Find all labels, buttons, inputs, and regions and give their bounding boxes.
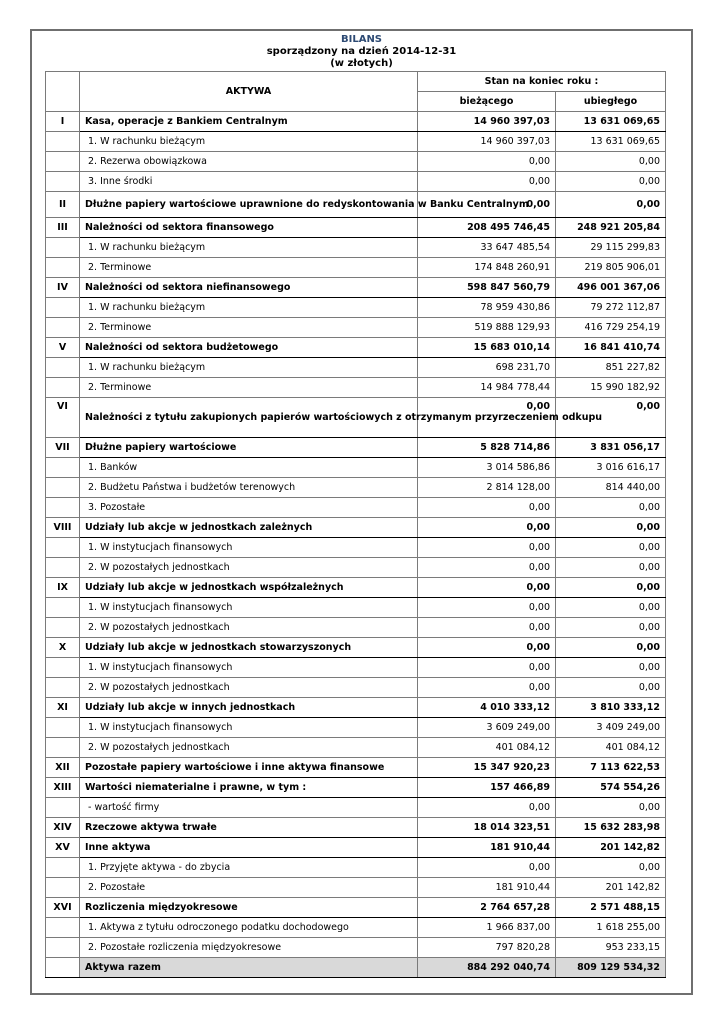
current-year-value: 0,00 — [418, 398, 556, 438]
header-previous-year: ubiegłego — [556, 92, 666, 112]
section-row — [46, 338, 666, 358]
roman-numeral: IX — [46, 578, 80, 598]
total-previous-value: 809 129 534,32 — [556, 958, 666, 978]
header-aktywa: AKTYWA — [80, 72, 418, 112]
row-label: 1. W instytucjach finansowych — [80, 538, 418, 558]
header-number-cell — [46, 72, 80, 112]
row-label: 2. Rezerwa obowiązkowa — [80, 152, 418, 172]
previous-year-value: 13 631 069,65 — [556, 112, 666, 132]
roman-numeral — [46, 878, 80, 898]
previous-year-value: 851 227,82 — [556, 358, 666, 378]
roman-numeral: III — [46, 218, 80, 238]
document-subtitle: sporządzony na dzień 2014-12-31 — [266, 46, 457, 57]
detail-row — [46, 298, 666, 318]
detail-row — [46, 718, 666, 738]
currency-unit: (w złotych) — [330, 58, 393, 69]
previous-year-value: 0,00 — [556, 398, 666, 438]
previous-year-value: 0,00 — [556, 678, 666, 698]
previous-year-value: 201 142,82 — [556, 838, 666, 858]
previous-year-value: 15 632 283,98 — [556, 818, 666, 838]
previous-year-value: 29 115 299,83 — [556, 238, 666, 258]
row-label: 1. Banków — [80, 458, 418, 478]
previous-year-value: 248 921 205,84 — [556, 218, 666, 238]
current-year-value: 401 084,12 — [418, 738, 556, 758]
detail-row — [46, 318, 666, 338]
detail-row — [46, 738, 666, 758]
section-row — [46, 518, 666, 538]
current-year-value: 181 910,44 — [418, 878, 556, 898]
previous-year-value: 0,00 — [556, 518, 666, 538]
roman-numeral — [46, 558, 80, 578]
roman-numeral — [46, 858, 80, 878]
previous-year-value: 953 233,15 — [556, 938, 666, 958]
row-label: 1. Aktywa z tytułu odroczonego podatku dochodowego — [80, 918, 418, 938]
current-year-value: 0,00 — [418, 658, 556, 678]
roman-numeral — [46, 658, 80, 678]
section-row — [46, 398, 666, 438]
section-row — [46, 698, 666, 718]
section-row — [46, 778, 666, 798]
roman-numeral: XVI — [46, 898, 80, 918]
section-row — [46, 838, 666, 858]
row-label: 1. W rachunku bieżącym — [80, 298, 418, 318]
previous-year-value: 201 142,82 — [556, 878, 666, 898]
row-label: 1. W instytucjach finansowych — [80, 658, 418, 678]
roman-numeral — [46, 718, 80, 738]
detail-row — [46, 598, 666, 618]
section-row — [46, 818, 666, 838]
row-label: 2. W pozostałych jednostkach — [80, 678, 418, 698]
roman-numeral — [46, 598, 80, 618]
previous-year-value: 0,00 — [556, 538, 666, 558]
roman-numeral: XI — [46, 698, 80, 718]
roman-numeral: XV — [46, 838, 80, 858]
row-label: 2. W pozostałych jednostkach — [80, 558, 418, 578]
current-year-value: 0,00 — [418, 192, 556, 218]
current-year-value: 1 966 837,00 — [418, 918, 556, 938]
row-label: 2. W pozostałych jednostkach — [80, 618, 418, 638]
previous-year-value: 0,00 — [556, 858, 666, 878]
balance-sheet-table — [45, 71, 666, 978]
detail-row — [46, 378, 666, 398]
current-year-value: 3 014 586,86 — [418, 458, 556, 478]
current-year-value: 33 647 485,54 — [418, 238, 556, 258]
total-number-cell — [46, 958, 80, 978]
previous-year-value: 0,00 — [556, 618, 666, 638]
total-current-value: 884 292 040,74 — [418, 958, 556, 978]
header-current-year: bieżącego — [418, 92, 556, 112]
section-row — [46, 578, 666, 598]
current-year-value: 14 960 397,03 — [418, 112, 556, 132]
roman-numeral — [46, 938, 80, 958]
row-label: 1. Przyjęte aktywa - do zbycia — [80, 858, 418, 878]
roman-numeral — [46, 498, 80, 518]
current-year-value: 0,00 — [418, 538, 556, 558]
roman-numeral — [46, 132, 80, 152]
detail-row — [46, 878, 666, 898]
current-year-value: 0,00 — [418, 798, 556, 818]
current-year-value: 519 888 129,93 — [418, 318, 556, 338]
roman-numeral — [46, 738, 80, 758]
roman-numeral: I — [46, 112, 80, 132]
previous-year-value: 0,00 — [556, 798, 666, 818]
previous-year-value: 0,00 — [556, 152, 666, 172]
previous-year-value: 0,00 — [556, 558, 666, 578]
previous-year-value: 401 084,12 — [556, 738, 666, 758]
previous-year-value: 16 841 410,74 — [556, 338, 666, 358]
row-label: Rozliczenia międzyokresowe — [80, 898, 418, 918]
total-label: Aktywa razem — [80, 958, 418, 978]
roman-numeral — [46, 478, 80, 498]
detail-row — [46, 858, 666, 878]
roman-numeral — [46, 172, 80, 192]
current-year-value: 0,00 — [418, 498, 556, 518]
roman-numeral: XIII — [46, 778, 80, 798]
previous-year-value: 0,00 — [556, 638, 666, 658]
row-label: Dłużne papiery wartościowe uprawnione do redyskontowania w Banku Centralnym — [80, 192, 418, 218]
detail-row — [46, 458, 666, 478]
current-year-value: 174 848 260,91 — [418, 258, 556, 278]
detail-row — [46, 238, 666, 258]
total-row — [46, 958, 666, 978]
roman-numeral — [46, 538, 80, 558]
previous-year-value: 0,00 — [556, 658, 666, 678]
roman-numeral: II — [46, 192, 80, 218]
row-label: Udziały lub akcje w jednostkach współzależnych — [80, 578, 418, 598]
previous-year-value: 574 554,26 — [556, 778, 666, 798]
row-label: 1. W rachunku bieżącym — [80, 358, 418, 378]
roman-numeral — [46, 918, 80, 938]
row-label: 1. W instytucjach finansowych — [80, 718, 418, 738]
previous-year-value: 0,00 — [556, 598, 666, 618]
current-year-value: 78 959 430,86 — [418, 298, 556, 318]
detail-row — [46, 658, 666, 678]
previous-year-value: 814 440,00 — [556, 478, 666, 498]
row-label: Pozostałe papiery wartościowe i inne aktywa finansowe — [80, 758, 418, 778]
current-year-value: 15 683 010,14 — [418, 338, 556, 358]
current-year-value: 208 495 746,45 — [418, 218, 556, 238]
row-label: 1. W rachunku bieżącym — [80, 132, 418, 152]
detail-row — [46, 132, 666, 152]
section-row — [46, 192, 666, 218]
row-label: Udziały lub akcje w innych jednostkach — [80, 698, 418, 718]
row-label: Rzeczowe aktywa trwałe — [80, 818, 418, 838]
section-row — [46, 758, 666, 778]
current-year-value: 0,00 — [418, 518, 556, 538]
current-year-value: 598 847 560,79 — [418, 278, 556, 298]
detail-row — [46, 798, 666, 818]
row-label: Należności od sektora finansowego — [80, 218, 418, 238]
current-year-value: 0,00 — [418, 152, 556, 172]
roman-numeral: VIII — [46, 518, 80, 538]
current-year-value: 698 231,70 — [418, 358, 556, 378]
section-row — [46, 278, 666, 298]
current-year-value: 181 910,44 — [418, 838, 556, 858]
row-label: 2. Pozostałe — [80, 878, 418, 898]
current-year-value: 3 609 249,00 — [418, 718, 556, 738]
current-year-value: 0,00 — [418, 578, 556, 598]
roman-numeral — [46, 258, 80, 278]
previous-year-value: 13 631 069,65 — [556, 132, 666, 152]
current-year-value: 0,00 — [418, 558, 556, 578]
current-year-value: 4 010 333,12 — [418, 698, 556, 718]
row-label: - wartość firmy — [80, 798, 418, 818]
current-year-value: 0,00 — [418, 618, 556, 638]
roman-numeral — [46, 458, 80, 478]
previous-year-value: 0,00 — [556, 192, 666, 218]
roman-numeral: XIV — [46, 818, 80, 838]
detail-row — [46, 558, 666, 578]
row-label: 1. W rachunku bieżącym — [80, 238, 418, 258]
row-label: 3. Inne środki — [80, 172, 418, 192]
roman-numeral — [46, 318, 80, 338]
row-label: Inne aktywa — [80, 838, 418, 858]
detail-row — [46, 678, 666, 698]
current-year-value: 0,00 — [418, 678, 556, 698]
previous-year-value: 7 113 622,53 — [556, 758, 666, 778]
roman-numeral: XII — [46, 758, 80, 778]
row-label: Należności z tytułu zakupionych papierów wartościowych z otrzymanym przyrzeczeniem odkupu — [80, 398, 418, 438]
row-label: 2. Terminowe — [80, 318, 418, 338]
row-label: 2. Terminowe — [80, 378, 418, 398]
current-year-value: 14 960 397,03 — [418, 132, 556, 152]
roman-numeral — [46, 298, 80, 318]
detail-row — [46, 478, 666, 498]
detail-row — [46, 918, 666, 938]
current-year-value: 0,00 — [418, 172, 556, 192]
current-year-value: 0,00 — [418, 858, 556, 878]
previous-year-value: 79 272 112,87 — [556, 298, 666, 318]
row-label: 2. Terminowe — [80, 258, 418, 278]
row-label: Wartości niematerialne i prawne, w tym : — [80, 778, 418, 798]
detail-row — [46, 152, 666, 172]
previous-year-value: 15 990 182,92 — [556, 378, 666, 398]
row-label: 3. Pozostałe — [80, 498, 418, 518]
roman-numeral: V — [46, 338, 80, 358]
current-year-value: 18 014 323,51 — [418, 818, 556, 838]
previous-year-value: 0,00 — [556, 172, 666, 192]
roman-numeral: VII — [46, 438, 80, 458]
section-row — [46, 898, 666, 918]
previous-year-value: 0,00 — [556, 578, 666, 598]
row-label: Należności od sektora budżetowego — [80, 338, 418, 358]
previous-year-value: 3 810 333,12 — [556, 698, 666, 718]
roman-numeral: VI — [46, 398, 80, 438]
detail-row — [46, 618, 666, 638]
previous-year-value: 219 805 906,01 — [556, 258, 666, 278]
row-label: 1. W instytucjach finansowych — [80, 598, 418, 618]
row-label: Udziały lub akcje w jednostkach zależnych — [80, 518, 418, 538]
detail-row — [46, 498, 666, 518]
previous-year-value: 416 729 254,19 — [556, 318, 666, 338]
previous-year-value: 2 571 488,15 — [556, 898, 666, 918]
row-label: Kasa, operacje z Bankiem Centralnym — [80, 112, 418, 132]
roman-numeral — [46, 358, 80, 378]
previous-year-value: 0,00 — [556, 498, 666, 518]
previous-year-value: 3 831 056,17 — [556, 438, 666, 458]
roman-numeral — [46, 618, 80, 638]
previous-year-value: 1 618 255,00 — [556, 918, 666, 938]
section-row — [46, 638, 666, 658]
current-year-value: 15 347 920,23 — [418, 758, 556, 778]
detail-row — [46, 258, 666, 278]
current-year-value: 2 764 657,28 — [418, 898, 556, 918]
roman-numeral — [46, 378, 80, 398]
current-year-value: 14 984 778,44 — [418, 378, 556, 398]
roman-numeral — [46, 152, 80, 172]
roman-numeral — [46, 678, 80, 698]
roman-numeral: IV — [46, 278, 80, 298]
section-row — [46, 438, 666, 458]
current-year-value: 157 466,89 — [418, 778, 556, 798]
header-stan: Stan na koniec roku : — [418, 72, 666, 92]
previous-year-value: 3 409 249,00 — [556, 718, 666, 738]
row-label: Należności od sektora niefinansowego — [80, 278, 418, 298]
roman-numeral: X — [46, 638, 80, 658]
row-label: 2. Pozostałe rozliczenia międzyokresowe — [80, 938, 418, 958]
current-year-value: 2 814 128,00 — [418, 478, 556, 498]
current-year-value: 0,00 — [418, 638, 556, 658]
detail-row — [46, 938, 666, 958]
section-row — [46, 112, 666, 132]
row-label: 2. Budżetu Państwa i budżetów terenowych — [80, 478, 418, 498]
row-label: Dłużne papiery wartościowe — [80, 438, 418, 458]
previous-year-value: 496 001 367,06 — [556, 278, 666, 298]
detail-row — [46, 172, 666, 192]
previous-year-value: 3 016 616,17 — [556, 458, 666, 478]
row-label: 2. W pozostałych jednostkach — [80, 738, 418, 758]
document-title: BILANS — [340, 34, 383, 45]
roman-numeral — [46, 238, 80, 258]
detail-row — [46, 358, 666, 378]
current-year-value: 0,00 — [418, 598, 556, 618]
row-label: Udziały lub akcje w jednostkach stowarzyszonych — [80, 638, 418, 658]
section-row — [46, 218, 666, 238]
roman-numeral — [46, 798, 80, 818]
current-year-value: 5 828 714,86 — [418, 438, 556, 458]
current-year-value: 797 820,28 — [418, 938, 556, 958]
detail-row — [46, 538, 666, 558]
